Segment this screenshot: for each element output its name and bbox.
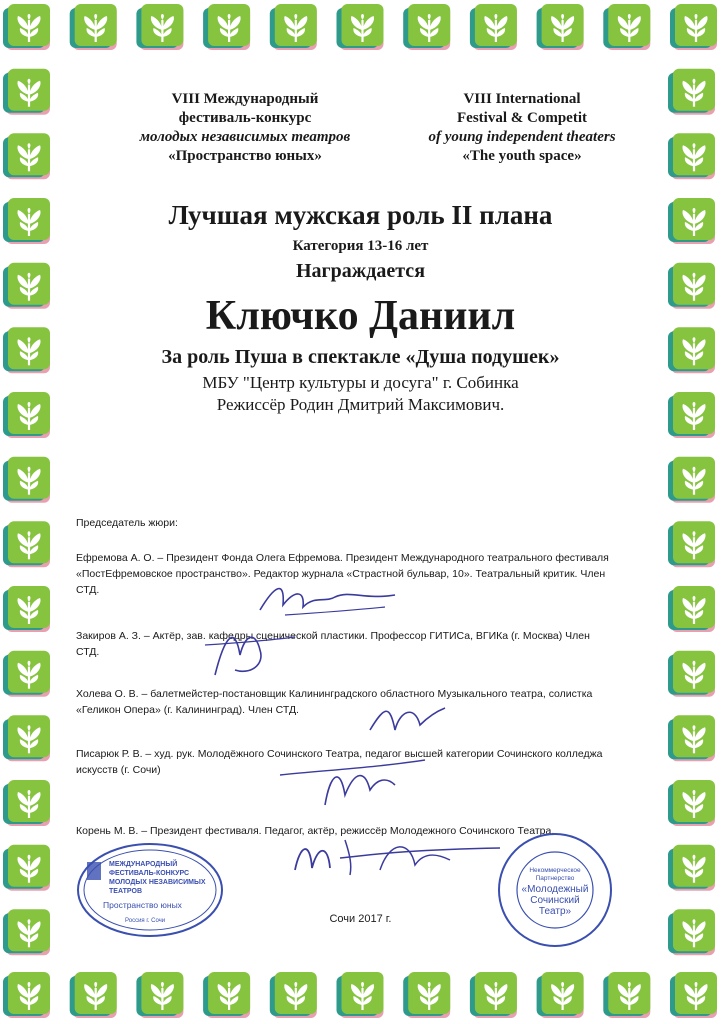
stamp-right-line4: Сочинский — [530, 895, 580, 906]
leaf-tile-icon — [70, 4, 117, 50]
leaf-tile-icon — [670, 972, 717, 1018]
leaf-tile-icon — [270, 972, 317, 1018]
leaf-tile-icon — [537, 4, 584, 50]
stamp-left-line5: Пространство юных — [103, 900, 182, 910]
awarded-label: Награждается — [295, 260, 426, 282]
stamp-right-line1: Некоммерческое — [529, 867, 581, 874]
festival-ru-line4: «Пространство юных» — [168, 148, 322, 164]
leaf-tile-icon — [668, 715, 715, 761]
leaf-tile-icon — [403, 972, 450, 1018]
age-category: Категория 13-16 лет — [292, 238, 429, 254]
festival-ru-line3: молодых независимых театров — [139, 129, 351, 145]
festival-ru-line2: фестиваль-конкурс — [178, 110, 312, 126]
leaf-tile-icon — [3, 651, 50, 697]
leaf-tile-icon — [470, 4, 517, 50]
leaf-tile-icon — [3, 715, 50, 761]
leaf-tile-icon — [3, 780, 50, 826]
recipient-name: Ключко Даниил — [205, 293, 516, 339]
leaf-tile-icon — [3, 133, 50, 179]
leaf-tile-icon — [668, 69, 715, 115]
leaf-tile-icon — [3, 69, 50, 115]
leaf-tile-icon — [203, 4, 250, 50]
leaf-tile-icon — [668, 586, 715, 632]
leaf-tile-icon — [668, 457, 715, 503]
jury-member-5: Корень М. В. – Президент фестиваля. Педагог, актёр, режиссёр Молодежного Сочинского Театра. — [76, 825, 555, 837]
leaf-tile-icon — [668, 133, 715, 179]
stamp-left-line3: МОЛОДЫХ НЕЗАВИСИМЫХ — [109, 879, 206, 886]
leaf-tile-icon — [70, 972, 117, 1018]
leaf-tile-icon — [337, 4, 384, 50]
role-description: За роль Пуша в спектакле «Душа подушек» — [161, 346, 560, 368]
festival-title-en — [392, 90, 652, 166]
leaf-tile-icon — [670, 4, 717, 50]
signature-zakirov — [195, 615, 305, 685]
stamp-left-line4: ТЕАТРОВ — [109, 888, 143, 895]
stamp-left-line1: МЕЖДУНАРОДНЫЙ — [109, 861, 178, 868]
leaf-tile-icon — [403, 4, 450, 50]
leaf-tile-icon — [3, 4, 50, 50]
festival-en-line1: VIII International — [463, 91, 581, 107]
festival-en-line3: of young independent theaters — [428, 129, 616, 145]
place-date: Сочи 2017 г. — [329, 913, 392, 925]
theater-round-stamp — [495, 830, 615, 950]
festival-en-line4: «The youth space» — [462, 148, 582, 164]
jury-member-3: Холева О. В. – балетмейстер-постановщик Калининградского областного Музыкального театра, солистка «Геликон Опера» (г. Калининград). Член СТД. — [76, 688, 593, 716]
festival-stamp — [75, 840, 225, 940]
signature-koren — [290, 830, 510, 880]
leaf-tile-icon — [203, 972, 250, 1018]
leaf-tile-icon — [136, 4, 183, 50]
festival-ru-line1: VIII Международный — [171, 91, 319, 107]
leaf-tile-icon — [3, 457, 50, 503]
jury-member-4: Писарюк Р. В. – худ. рук. Молодёжного Сочинского Театра, педагог высшей категории Сочинского колледжа искусств (г. Сочи) — [76, 748, 603, 776]
leaf-tile-icon — [270, 4, 317, 50]
leaf-tile-icon — [136, 972, 183, 1018]
festival-title-ru — [100, 90, 390, 166]
leaf-tile-icon — [3, 845, 50, 891]
leaf-tile-icon — [668, 845, 715, 891]
leaf-tile-icon — [668, 521, 715, 567]
leaf-tile-icon — [3, 972, 50, 1018]
festival-en-line2: Festival & Competit — [457, 110, 587, 126]
stamp-right-line2: Партнерство — [535, 875, 575, 882]
jury-title: Председатель жюри: — [76, 517, 178, 529]
leaf-tile-icon — [470, 972, 517, 1018]
stamp-left-line6: Россия г. Сочи — [125, 918, 166, 924]
stamp-left-line2: ФЕСТИВАЛЬ-КОНКУРС — [109, 870, 190, 877]
jury-member-1: Ефремова А. О. – Президент Фонда Олега Ефремова. Президент Международного театрального фестиваля «ПостЕфремовское пространство». Редактор журнала «Страстной бульвар, 10». Театральный критик. Член СТД. — [76, 552, 609, 596]
leaf-tile-icon — [3, 521, 50, 567]
leaf-tile-icon — [3, 586, 50, 632]
leaf-tile-icon — [603, 972, 650, 1018]
jury-member-2: Закиров А. З. – Актёр, зав. кафедры сценической пластики. Профессор ГИТИСа, ВГИКа (г. Москва) Член СТД. — [76, 630, 590, 658]
nomination-title: Лучшая мужская роль II плана — [168, 200, 553, 230]
stamp-right-line3: «Молодежный — [521, 884, 589, 895]
director: Режиссёр Родин Дмитрий Максимович. — [216, 395, 505, 414]
leaf-tile-icon — [537, 972, 584, 1018]
leaf-tile-icon — [668, 780, 715, 826]
leaf-tile-icon — [337, 972, 384, 1018]
organization: МБУ "Центр культуры и досуга" г. Собинка — [202, 373, 519, 392]
leaf-tile-icon — [603, 4, 650, 50]
stamp-right-line5: Театр» — [538, 906, 572, 917]
signature-pisaryuk — [270, 745, 430, 815]
signature-holeva — [360, 700, 450, 745]
leaf-tile-icon — [668, 651, 715, 697]
